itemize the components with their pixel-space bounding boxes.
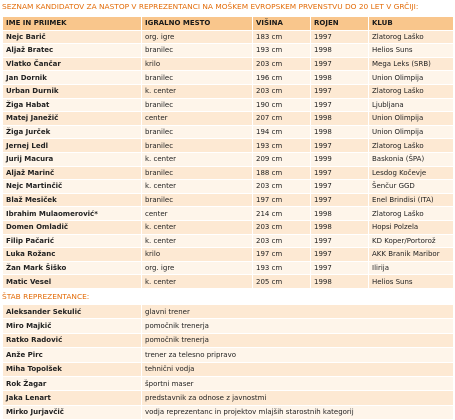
player-club: AKK Branik Maribor	[369, 248, 454, 262]
player-position: branilec	[142, 98, 253, 112]
staff-role: glavni trener	[142, 305, 454, 319]
player-club: Mega Leks (SRB)	[369, 57, 454, 71]
player-position: krilo	[142, 248, 253, 262]
staff-name: Jaka Lenart	[3, 391, 142, 405]
player-club: Union Olimpija	[369, 71, 454, 85]
player-club: Helios Suns	[369, 44, 454, 58]
player-name: Nejc Martinčič	[3, 180, 142, 194]
staff-body	[3, 305, 454, 420]
player-height: 207 cm	[253, 112, 311, 126]
player-born: 1997	[311, 98, 369, 112]
player-born: 1997	[311, 139, 369, 153]
player-born: 1997	[311, 84, 369, 98]
staff-role: tehnični vodja	[142, 362, 454, 376]
player-position: k. center	[142, 220, 253, 234]
player-height: 193 cm	[253, 44, 311, 58]
player-height: 203 cm	[253, 234, 311, 248]
staff-role: pomočnik trenerja	[142, 333, 454, 347]
table-row	[3, 391, 454, 405]
table-row	[3, 405, 454, 419]
player-position: branilec	[142, 71, 253, 85]
player-position: branilec	[142, 139, 253, 153]
player-born: 1997	[311, 234, 369, 248]
player-born: 1997	[311, 57, 369, 71]
roster-title: SEZNAM KANDIDATOV ZA NASTOP V REPREZENTANCI NA MOŠKEM EVROPSKEM PRVENSTVU DO 20 LET V GRČIJI:	[2, 2, 419, 11]
player-club: Union Olimpija	[369, 112, 454, 126]
player-height: 197 cm	[253, 193, 311, 207]
table-row	[3, 234, 454, 248]
table-row	[3, 152, 454, 166]
player-club: Šenčur GGD	[369, 180, 454, 194]
player-born: 1998	[311, 44, 369, 58]
player-born: 1997	[311, 180, 369, 194]
table-row	[3, 207, 454, 221]
player-born: 1997	[311, 193, 369, 207]
player-name: Filip Pačarić	[3, 234, 142, 248]
staff-role: športni maser	[142, 376, 454, 390]
player-height: 194 cm	[253, 125, 311, 139]
player-name: Aljaž Bratec	[3, 44, 142, 58]
player-height: 196 cm	[253, 71, 311, 85]
player-born: 1998	[311, 112, 369, 126]
player-name: Žiga Habat	[3, 98, 142, 112]
player-name: Jernej Ledl	[3, 139, 142, 153]
table-row	[3, 248, 454, 262]
staff-name: Mirko Jurjavčič	[3, 405, 142, 419]
player-born: 1998	[311, 125, 369, 139]
player-height: 214 cm	[253, 207, 311, 221]
table-row	[3, 166, 454, 180]
player-position: k. center	[142, 152, 253, 166]
staff-name: Rok Žagar	[3, 376, 142, 390]
player-height: 193 cm	[253, 139, 311, 153]
player-club: Zlatorog Laško	[369, 30, 454, 44]
staff-role: vodja reprezentanc in projektov mlajših starostnih kategorij	[142, 405, 454, 419]
player-name: Vlatko Čančar	[3, 57, 142, 71]
staff-role: trener za telesno pripravo	[142, 348, 454, 362]
player-name: Urban Durnik	[3, 84, 142, 98]
player-club: Zlatorog Laško	[369, 207, 454, 221]
player-born: 1998	[311, 71, 369, 85]
table-row	[3, 139, 454, 153]
player-position: branilec	[142, 193, 253, 207]
player-position: center	[142, 112, 253, 126]
staff-name: Ratko Radović	[3, 333, 142, 347]
table-row	[3, 319, 454, 333]
table-row	[3, 84, 454, 98]
staff-table	[2, 304, 454, 420]
staff-name: Miha Topolšek	[3, 362, 142, 376]
player-born: 1998	[311, 220, 369, 234]
player-name: Jurij Macura	[3, 152, 142, 166]
header-name: IME IN PRIIMEK	[3, 17, 142, 31]
player-height: 188 cm	[253, 166, 311, 180]
player-born: 1998	[311, 275, 369, 289]
player-name: Ibrahim Mulaomerović*	[3, 207, 142, 221]
player-position: k. center	[142, 234, 253, 248]
table-row	[3, 125, 454, 139]
player-height: 203 cm	[253, 57, 311, 71]
player-height: 197 cm	[253, 248, 311, 262]
table-row	[3, 71, 454, 85]
player-height: 193 cm	[253, 261, 311, 275]
staff-role: predstavnik za odnose z javnostmi	[142, 391, 454, 405]
player-position: k. center	[142, 180, 253, 194]
table-row	[3, 220, 454, 234]
player-height: 203 cm	[253, 84, 311, 98]
player-club: Zlatorog Laško	[369, 84, 454, 98]
header-position: IGRALNO MESTO	[142, 17, 253, 31]
player-position: center	[142, 207, 253, 221]
roster-table	[2, 16, 454, 289]
player-position: k. center	[142, 84, 253, 98]
player-position: branilec	[142, 125, 253, 139]
player-position: krilo	[142, 57, 253, 71]
table-row	[3, 305, 454, 319]
player-club: Enel Brindisi (ITA)	[369, 193, 454, 207]
roster-header-row	[3, 17, 454, 31]
table-row	[3, 333, 454, 347]
player-born: 1997	[311, 261, 369, 275]
staff-name: Aleksander Sekulić	[3, 305, 142, 319]
player-height: 183 cm	[253, 30, 311, 44]
player-name: Luka Rožanc	[3, 248, 142, 262]
player-name: Nejc Barič	[3, 30, 142, 44]
header-born: ROJEN	[311, 17, 369, 31]
player-position: branilec	[142, 166, 253, 180]
table-row	[3, 98, 454, 112]
player-name: Žan Mark Šiško	[3, 261, 142, 275]
player-name: Matej Janežič	[3, 112, 142, 126]
table-row	[3, 57, 454, 71]
player-name: Domen Omladič	[3, 220, 142, 234]
player-name: Blaž Mesiček	[3, 193, 142, 207]
header-height: VIŠINA	[253, 17, 311, 31]
player-club: Baskonia (ŠPA)	[369, 152, 454, 166]
player-born: 1997	[311, 166, 369, 180]
table-row	[3, 261, 454, 275]
player-club: Ljubljana	[369, 98, 454, 112]
player-club: Helios Suns	[369, 275, 454, 289]
table-row	[3, 180, 454, 194]
player-position: k. center	[142, 275, 253, 289]
player-club: Lesdog Kočevje	[369, 166, 454, 180]
table-row	[3, 44, 454, 58]
player-position: org. igre	[142, 261, 253, 275]
player-name: Jan Dornik	[3, 71, 142, 85]
player-name: Aljaž Marinč	[3, 166, 142, 180]
player-club: Zlatorog Laško	[369, 139, 454, 153]
table-row	[3, 275, 454, 289]
table-row	[3, 362, 454, 376]
table-row	[3, 376, 454, 390]
table-row	[3, 348, 454, 362]
player-club: Union Olimpija	[369, 125, 454, 139]
player-club: Ilirija	[369, 261, 454, 275]
player-born: 1999	[311, 152, 369, 166]
player-name: Žiga Jurček	[3, 125, 142, 139]
table-row	[3, 112, 454, 126]
staff-name: Miro Majkič	[3, 319, 142, 333]
player-born: 1998	[311, 207, 369, 221]
staff-name: Anže Pirc	[3, 348, 142, 362]
player-height: 203 cm	[253, 220, 311, 234]
staff-title: ŠTAB REPREZENTANCE:	[2, 292, 90, 301]
roster-body	[3, 30, 454, 288]
player-position: org. igre	[142, 30, 253, 44]
table-row	[3, 30, 454, 44]
table-row	[3, 193, 454, 207]
player-name: Matic Vesel	[3, 275, 142, 289]
player-born: 1997	[311, 30, 369, 44]
player-position: branilec	[142, 44, 253, 58]
player-height: 190 cm	[253, 98, 311, 112]
header-club: KLUB	[369, 17, 454, 31]
player-club: Hopsi Polzela	[369, 220, 454, 234]
player-height: 203 cm	[253, 180, 311, 194]
player-height: 205 cm	[253, 275, 311, 289]
player-height: 209 cm	[253, 152, 311, 166]
player-club: KD Koper/Portorož	[369, 234, 454, 248]
staff-role: pomočnik trenerja	[142, 319, 454, 333]
player-born: 1997	[311, 248, 369, 262]
